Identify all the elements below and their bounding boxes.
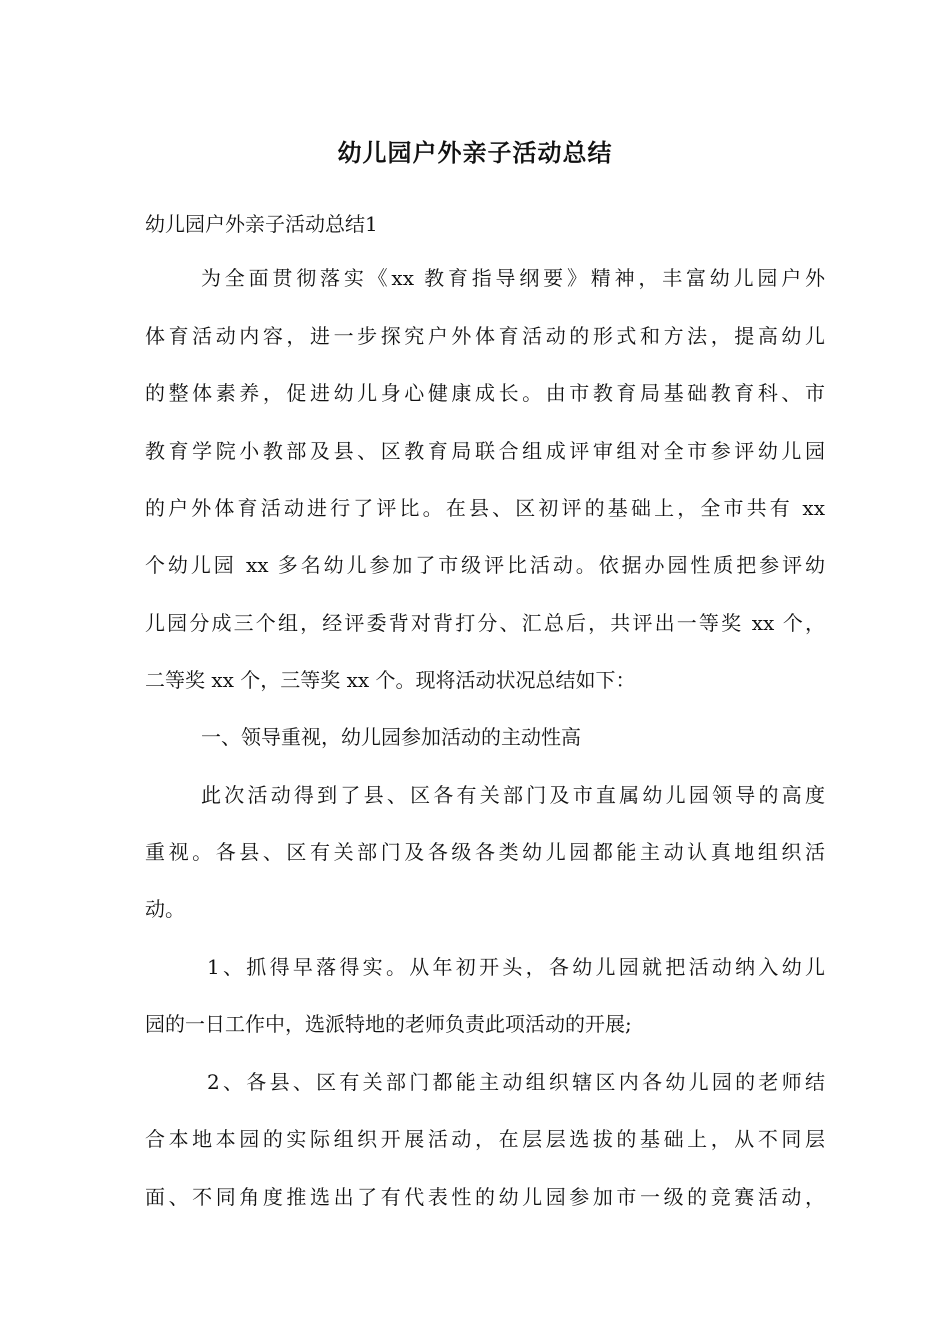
paragraph-line: 此次活动得到了县、区各有关部门及市直属幼儿园领导的高度: [201, 783, 825, 807]
list-item-line: 1、抓得早落得实。从年初开头，各幼儿园就把活动纳入幼儿: [207, 955, 825, 979]
paragraph-line: 个幼儿园 xx 多名幼儿参加了市级评比活动。依据办园性质把参评幼: [145, 553, 825, 577]
paragraph-line: 二等奖 xx 个，三等奖 xx 个。现将活动状况总结如下：: [145, 668, 636, 692]
document-subtitle: 幼儿园户外亲子活动总结1: [145, 212, 378, 236]
document-title: 幼儿园户外亲子活动总结: [337, 138, 613, 167]
paragraph-line: 动。: [145, 897, 185, 921]
paragraph-line: 重视。各县、区有关部门及各级各类幼儿园都能主动认真地组织活: [145, 840, 825, 864]
paragraph-line: 儿园分成三个组，经评委背对背打分、汇总后，共评出一等奖 xx 个，: [145, 611, 825, 635]
paragraph-line: 教育学院小教部及县、区教育局联合组成评审组对全市参评幼儿园: [145, 439, 825, 463]
list-item-line: 合本地本园的实际组织开展活动，在层层选拔的基础上，从不同层: [145, 1127, 825, 1151]
paragraph-line: 的户外体育活动进行了评比。在县、区初评的基础上，全市共有 xx: [145, 496, 825, 520]
section-heading: 一、领导重视，幼儿园参加活动的主动性高: [201, 725, 581, 749]
paragraph-line: 体育活动内容，进一步探究户外体育活动的形式和方法，提高幼儿: [145, 324, 825, 348]
list-item-line: 面、不同角度推选出了有代表性的幼儿园参加市一级的竞赛活动，: [145, 1185, 825, 1209]
paragraph-line: 为全面贯彻落实《xx 教育指导纲要》精神，丰富幼儿园户外: [201, 266, 825, 290]
list-item-line: 园的一日工作中，选派特地的老师负责此项活动的开展;: [145, 1012, 632, 1036]
paragraph-line: 的整体素养，促进幼儿身心健康成长。由市教育局基础教育科、市: [145, 381, 825, 405]
list-item-line: 2、各县、区有关部门都能主动组织辖区内各幼儿园的老师结: [207, 1070, 825, 1094]
